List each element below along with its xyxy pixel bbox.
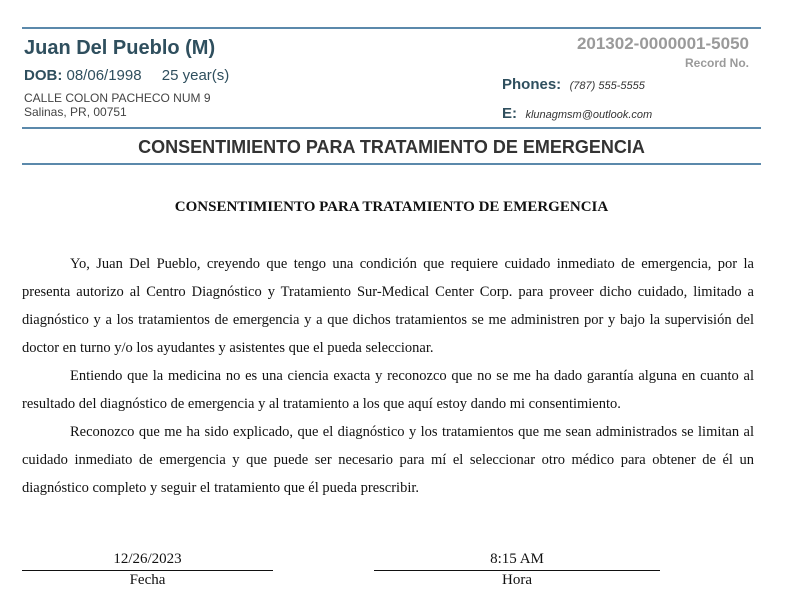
record-number: 201302-0000001-5050 xyxy=(576,34,749,53)
phone-label: Phones: xyxy=(502,76,562,93)
phone-value: (787) 555-5555 xyxy=(569,80,645,92)
date-label: Fecha xyxy=(129,572,166,588)
email-value: klunagmsm@outlook.com xyxy=(525,109,653,121)
body-heading: CONSENTIMIENTO PARA TRATAMIENTO DE EMERGENCIA xyxy=(174,199,609,215)
record-label: Record No. xyxy=(684,56,749,70)
date-value: 12/26/2023 xyxy=(113,551,182,567)
dob-line xyxy=(24,67,229,84)
time-label: Hora xyxy=(502,572,532,588)
time-value: 8:15 AM xyxy=(490,551,544,567)
document-title: CONSENTIMIENTO PARA TRATAMIENTO DE EMERGENCIA xyxy=(138,137,645,157)
paragraph-2: Entiendo que la medicina no es una ciencia exacta y reconozco que no se me ha dado garantía alguna en cuanto al resultado del diagnóstico de emergencia y al tratamiento a los que aquí estoy dando mi consentimiento. xyxy=(22,368,754,412)
title-top-divider xyxy=(22,127,761,129)
patient-name: Juan Del Pueblo (M) xyxy=(24,37,216,59)
dob-value: 08/06/1998 xyxy=(66,67,142,84)
address-line-2: Salinas, PR, 00751 xyxy=(24,105,127,119)
dob-label: DOB: xyxy=(24,67,63,84)
email-line xyxy=(502,105,652,123)
time-signature-line xyxy=(374,570,660,571)
email-label: E: xyxy=(502,105,517,122)
patient-age: 25 year(s) xyxy=(161,67,230,84)
paragraph-3: Reconozco que me ha sido explicado, que el diagnóstico y los tratamientos que me sean administrados se limitan al cuidado inmediato de emergencia y que puede ser necesario para mí el seleccionar otro médico para obtener de él un diagnóstico completo y seguir el tratamiento que él pueda prescribir. xyxy=(22,424,754,496)
title-bottom-divider xyxy=(22,163,761,165)
paragraph-1: Yo, Juan Del Pueblo, creyendo que tengo una condición que requiere cuidado inmediato de emergencia, por la presenta autorizo al Centro Diagnóstico y Tratamiento Sur-Medical Center Corp. para proveer dicho cuidado, limitado a diagnóstico y a los tratamientos de emergencia y a que dichos tratamientos se me administren por y bajo la supervisión del doctor en turno y/o los ayudantes y asistentes que el pueda seleccionar. xyxy=(22,256,754,356)
address-line-1: CALLE COLON PACHECO NUM 9 xyxy=(24,91,211,105)
date-signature-line xyxy=(22,570,273,571)
top-divider xyxy=(22,27,761,29)
phone-line xyxy=(502,76,645,94)
